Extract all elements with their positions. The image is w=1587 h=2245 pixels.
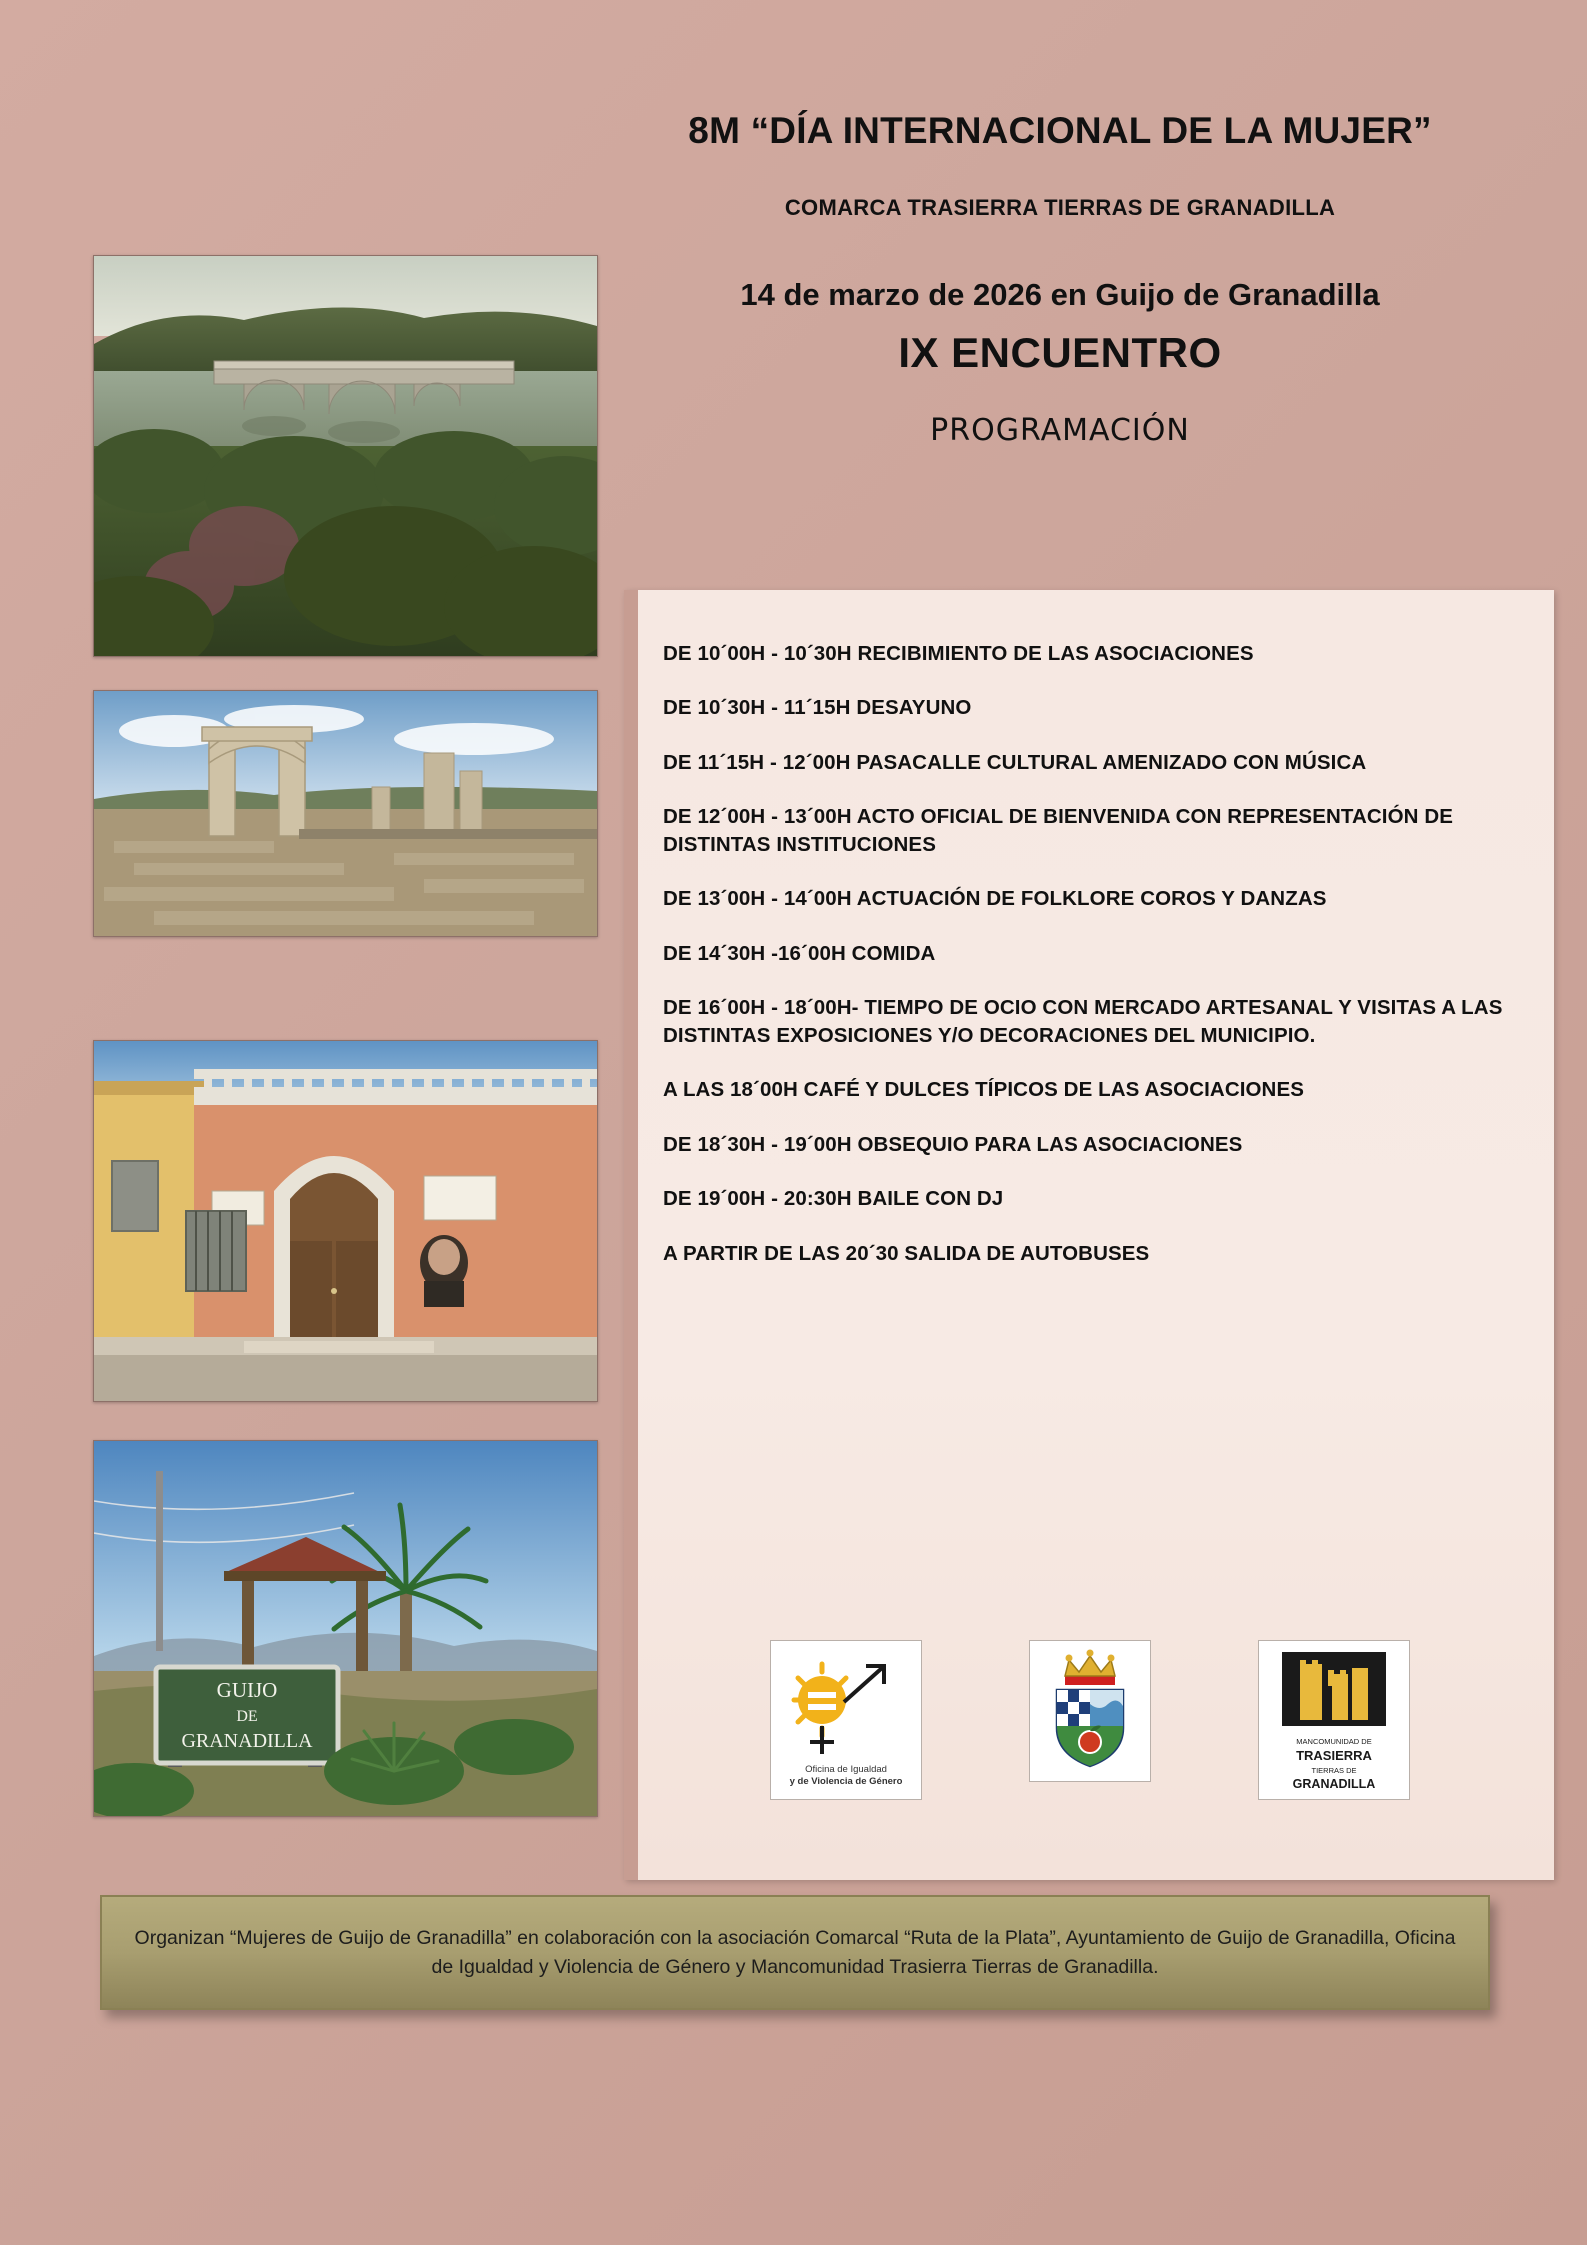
sign-line-2: DE xyxy=(236,1708,258,1725)
logo-oficina-igualdad xyxy=(770,1640,922,1800)
logo-mancomunidad xyxy=(1258,1640,1410,1800)
photo-facade xyxy=(93,1040,598,1402)
programme-item: DE 16´00H - 18´00H- TIEMPO DE OCIO CON MERCADO ARTESANAL Y VISITAS A LAS DISTINTAS EXPOSICIONES Y/O DECORACIONES DEL MUNICIPIO. xyxy=(663,996,1503,1047)
sign-line-1: GUIJO xyxy=(216,1678,278,1702)
programme-list xyxy=(663,640,1509,1267)
programme-item: DE 10´30H - 11´15H DESAYUNO xyxy=(663,696,972,720)
programme-item: DE 19´00H - 20:30H BAILE CON DJ xyxy=(663,1187,1004,1211)
programme-heading: PROGRAMACIÓN xyxy=(930,412,1190,448)
logo-strip xyxy=(770,1640,1410,1800)
programme-item: A LAS 18´00H CAFÉ Y DULCES TÍPICOS DE LAS ASOCIACIONES xyxy=(663,1078,1305,1102)
logo-manco-line2: TRASIERRA xyxy=(1296,1748,1372,1763)
photo-sign xyxy=(93,1440,598,1817)
programme-item: DE 12´00H - 13´00H ACTO OFICIAL DE BIENVENIDA CON REPRESENTACIÓN DE DISTINTAS INSTITUCIONES xyxy=(663,805,1454,856)
programme-item: DE 10´00H - 10´30H RECIBIMIENTO DE LAS ASOCIACIONES xyxy=(663,642,1254,665)
programme-item: DE 13´00H - 14´00H ACTUACIÓN DE FOLKLORE COROS Y DANZAS xyxy=(663,887,1327,911)
programme-item: A PARTIR DE LAS 20´30 SALIDA DE AUTOBUSES xyxy=(663,1241,1150,1265)
page-title: 8M “DÍA INTERNACIONAL DE LA MUJER” xyxy=(688,110,1432,151)
photo-ruins xyxy=(93,690,598,937)
photo-bridge xyxy=(93,255,598,657)
event-edition: IX ENCUENTRO xyxy=(898,328,1222,376)
footer-banner xyxy=(100,1895,1490,2010)
logo-igualdad-line1: Oficina de Igualdad xyxy=(805,1764,887,1775)
programme-item: DE 14´30H -16´00H COMIDA xyxy=(663,941,936,965)
comarca-subtitle: COMARCA TRASIERRA TIERRAS DE GRANADILLA xyxy=(784,194,1336,220)
event-date: 14 de marzo de 2026 en Guijo de Granadilla xyxy=(740,276,1380,312)
sign-line-3: GRANADILLA xyxy=(181,1730,313,1752)
logo-manco-line1: MANCOMUNIDAD DE xyxy=(1296,1737,1372,1746)
programme-item: DE 11´15H - 12´00H PASACALLE CULTURAL AMENIZADO CON MÚSICA xyxy=(663,750,1367,774)
header-block xyxy=(600,110,1520,448)
logo-igualdad-line2: y de Violencia de Género xyxy=(789,1776,903,1787)
logo-manco-line4: GRANADILLA xyxy=(1292,1777,1376,1791)
logo-manco-line3: TIERRAS DE xyxy=(1311,1766,1357,1775)
programme-item: DE 18´30H - 19´00H OBSEQUIO PARA LAS ASOCIACIONES xyxy=(663,1132,1243,1156)
logo-escudo-municipal xyxy=(1029,1640,1151,1782)
organizers-text: Organizan “Mujeres de Guijo de Granadilla” en colaboración con la asociación Comarcal “Ruta de la Plata”, Ayuntamiento de Guijo de Granadilla, Oficina de Igualdad y Violencia de Género y Mancomunidad Trasierra Tierras de Granadilla. xyxy=(134,1927,1456,1978)
